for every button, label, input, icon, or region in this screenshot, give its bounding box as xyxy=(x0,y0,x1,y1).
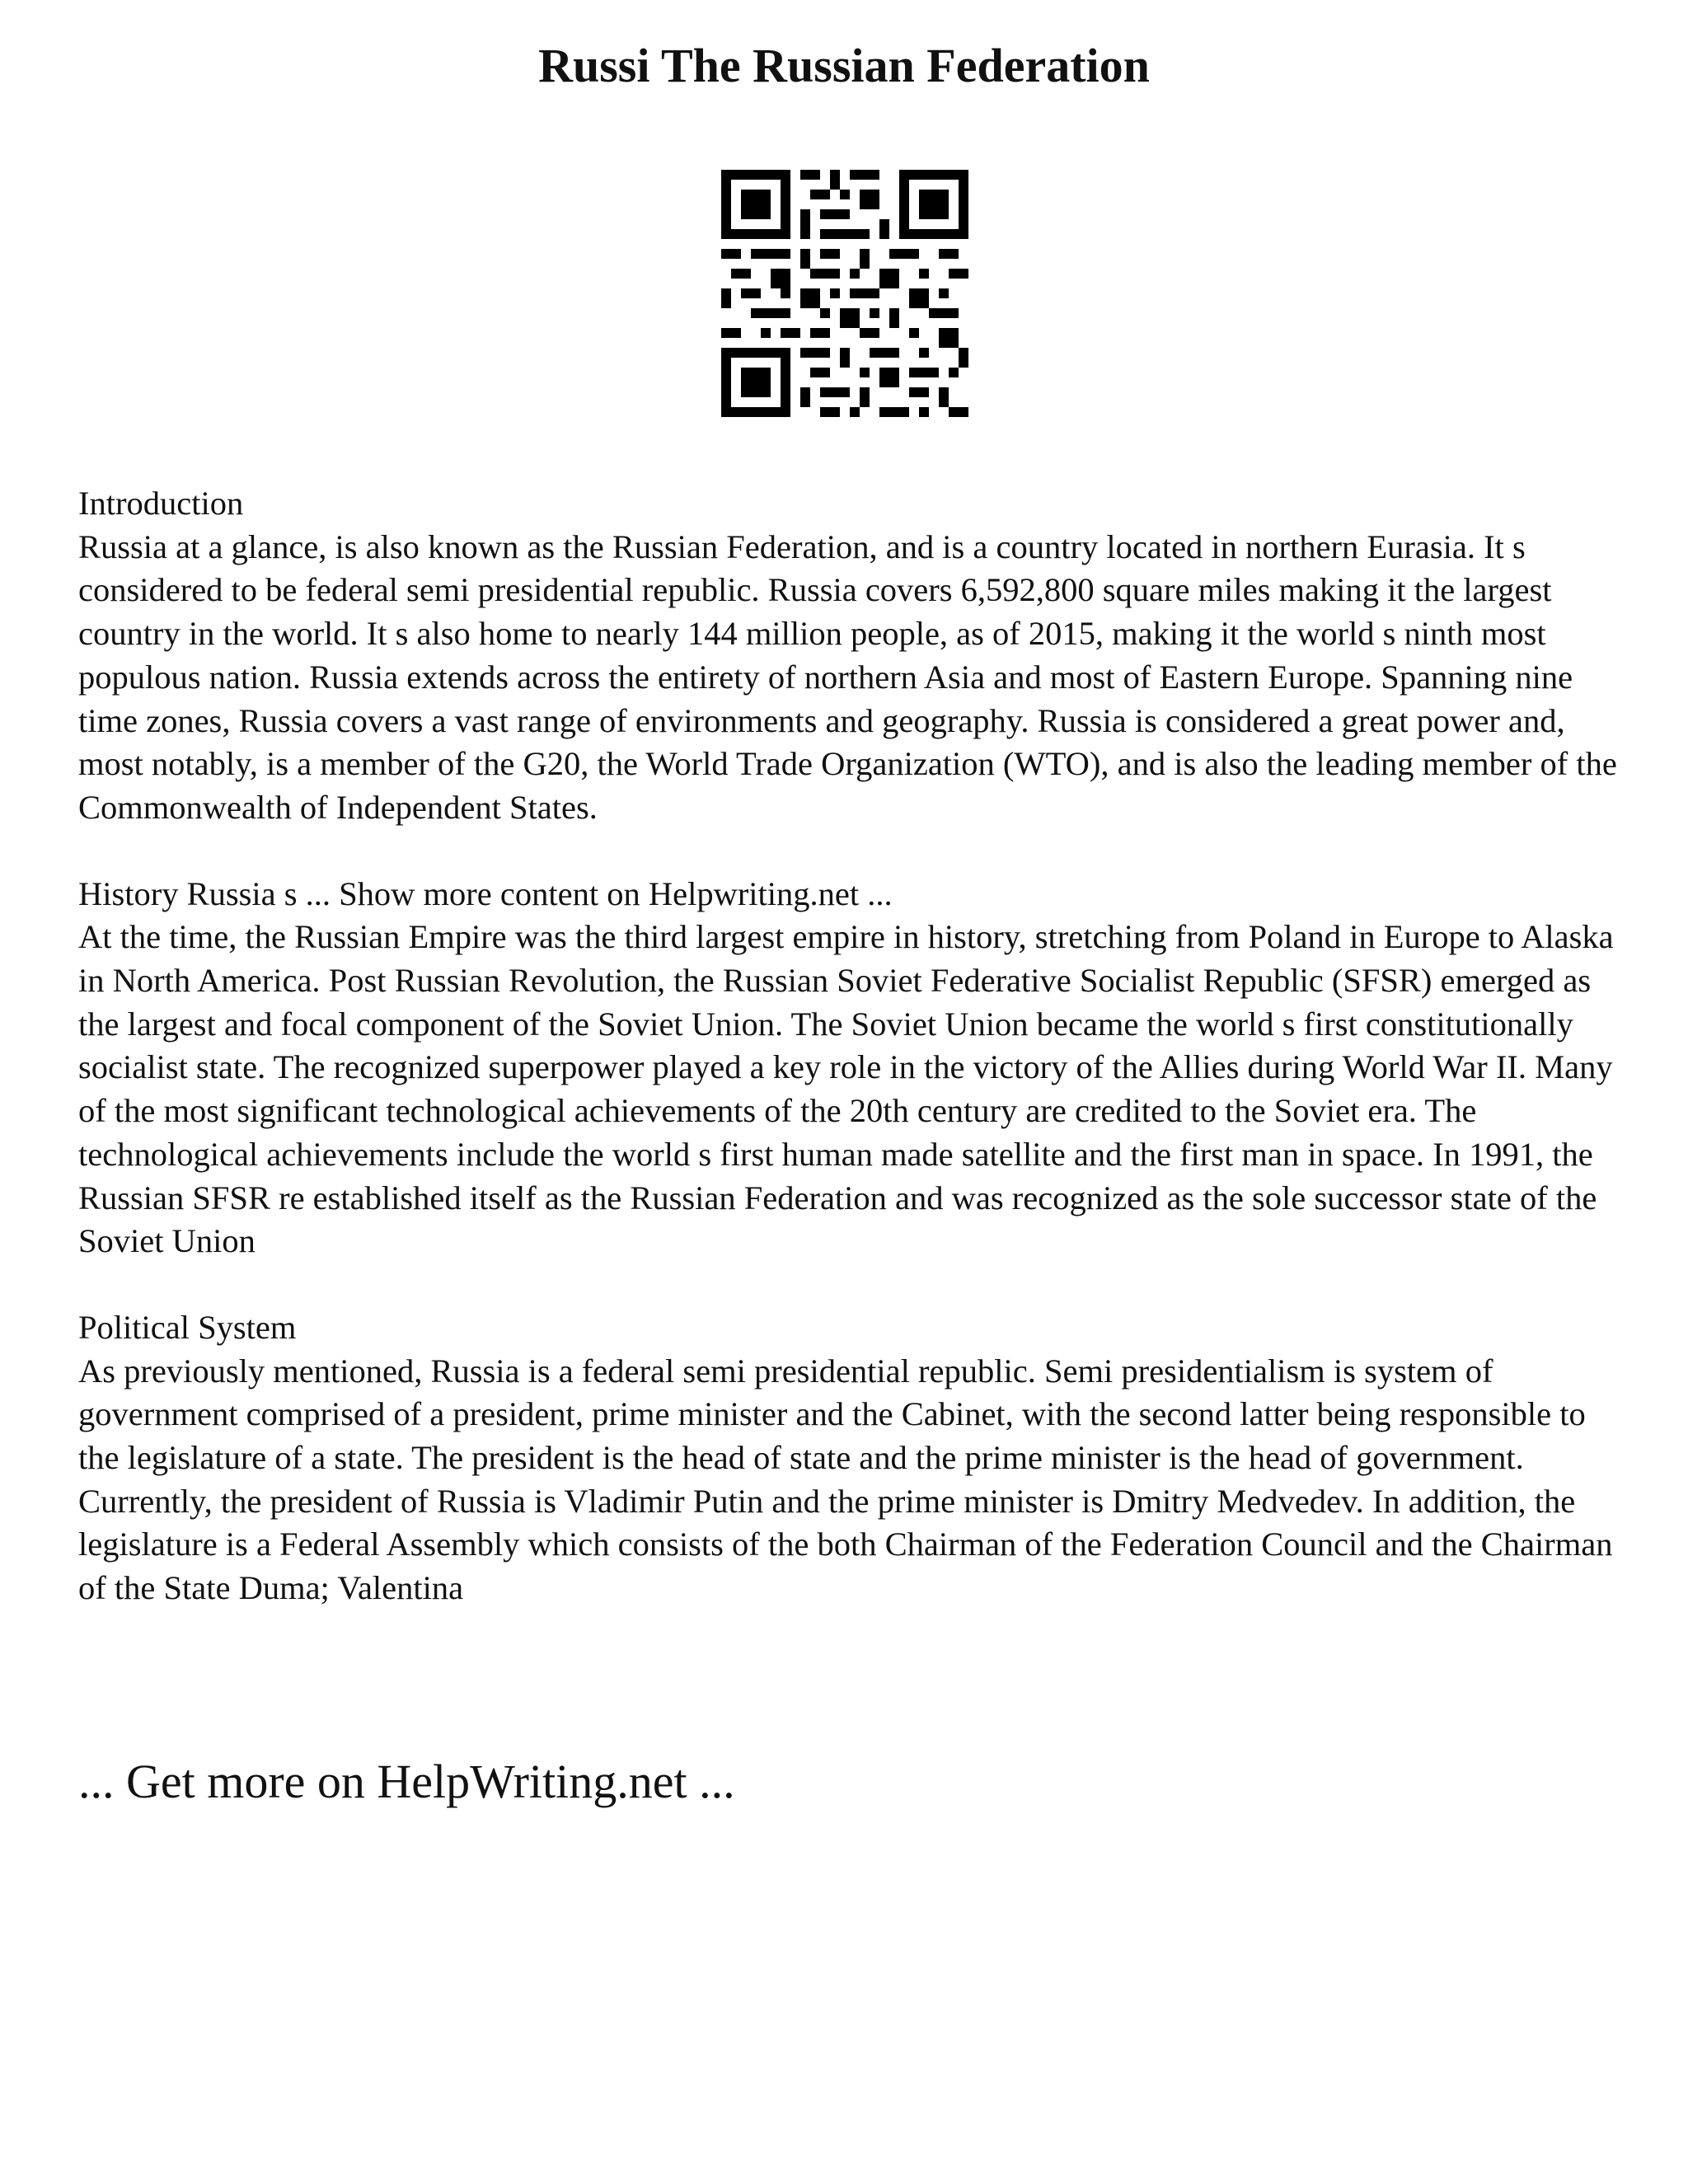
section-body: As previously mentioned, Russia is a federal semi presidential republic. Semi presidentialism is system of government comprised of a president, prime minister and the Cabinet, with the second latter being responsible to the legislature of a state. The president is the head of state and the prime minister is the head of government. Currently, the president of Russia is Vladimir Putin and the prime minister is Dmitry Medvedev. In addition, the legislature is a Federal Assembly which consists of the both Chairman of the Federation Council and the Chairman of the State Duma; Valentina xyxy=(78,1352,1613,1607)
section-body: At the time, the Russian Empire was the third largest empire in history, stretching from Poland in Europe to Alaska in North America. Post Russian Revolution, the Russian Soviet Federative Socialist Republic (SFSR) emerged as the largest and focal component of the Soviet Union. The Soviet Union became the world s first constitutionally socialist state. The recognized superpower played a key role in the victory of the Allies during World War II. Many of the most significant technological achievements of the 20th century are credited to the Soviet era. The technological achievements include the world s first human made satellite and the first man in space. In 1991, the Russian SFSR re established itself as the Russian Federation and was recognized as the sole successor state of the Soviet Union xyxy=(78,918,1614,1260)
section-political-system xyxy=(78,1306,1628,1610)
section-body: Russia at a glance, is also known as the Russian Federation, and is a country located in northern Eurasia. It s considered to be federal semi presidential republic. Russia covers 6,592,800 square miles making it the largest country in the world. It s also home to nearly 144 million people, as of 2015, making it the world s ninth most populous nation. Russia extends across the entirety of northern Asia and most of Eastern Europe. Spanning nine time zones, Russia covers a vast range of environments and geography. Russia is considered a great power and, most notably, is a member of the G20, the World Trade Organization (WTO), and is also the leading member of the Commonwealth of Independent States. xyxy=(78,527,1617,826)
section-history xyxy=(78,873,1628,1263)
article-content xyxy=(78,482,1628,1653)
section-heading: Political System xyxy=(78,1308,297,1346)
page-title: Russi The Russian Federation xyxy=(538,39,1150,92)
section-heading: History Russia s ... Show more content on Helpwriting.net ... xyxy=(78,874,893,912)
section-introduction xyxy=(78,482,1628,830)
get-more-link[interactable]: ... Get more on HelpWriting.net ... xyxy=(78,1755,735,1808)
section-heading: Introduction xyxy=(78,485,244,522)
qr-code-icon xyxy=(721,170,968,417)
